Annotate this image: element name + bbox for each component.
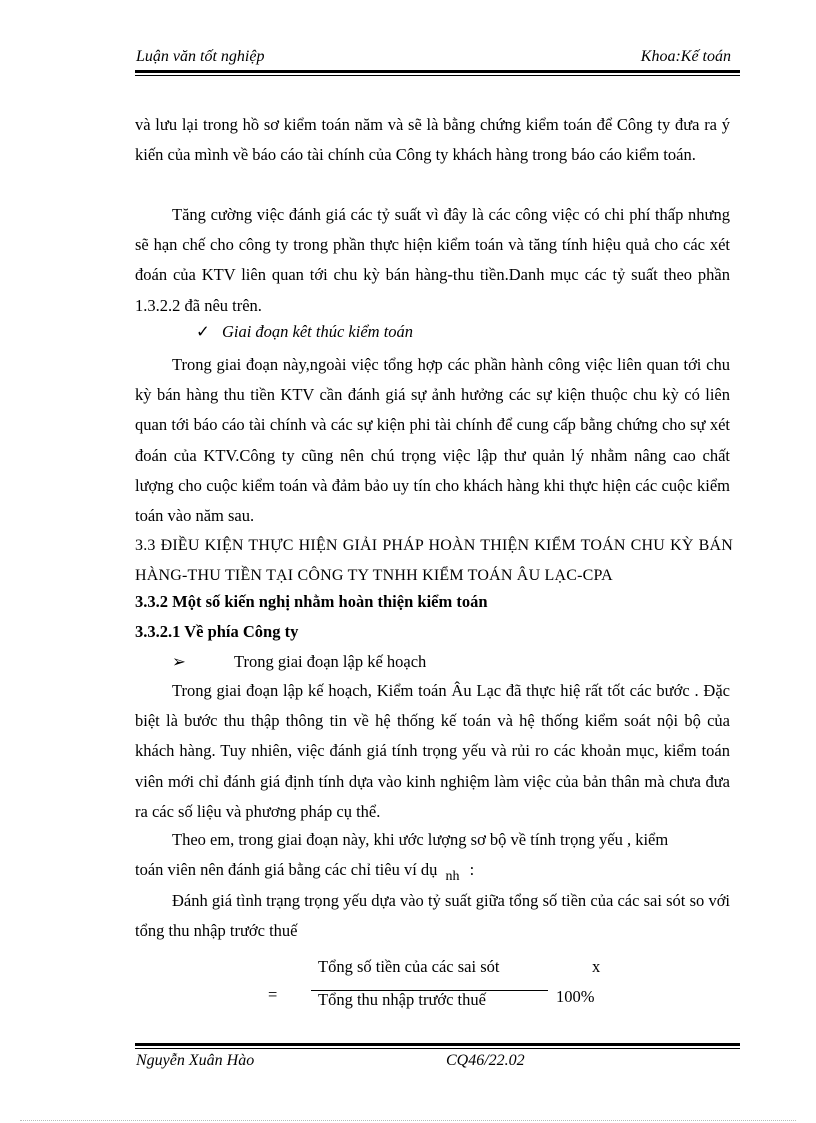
formula-denominator: Tổng thu nhập trước thuế [318, 990, 486, 1009]
header-title: Luận văn tốt nghiệp [136, 48, 265, 65]
paragraph-6: Đánh giá tình trạng trọng yếu dựa vào tỷ suất giữa tổng số tiền của các sai sót so với tổng thu nhập trước thuế [135, 891, 730, 941]
header-rule-thick [135, 70, 740, 73]
arrow-item-label: Trong giai đoạn lập kế hoạch [234, 652, 427, 671]
formula-times: x [592, 957, 601, 976]
sub-heading-1: 3.3.2 Một số kiến nghị nhằm hoàn thiện kiểm toán [135, 592, 488, 611]
paragraph-3: Trong giai đoạn này,ngoài việc tổng hợp các phần hành công việc liên quan tới chu kỳ bán hàng thu tiền KTV cần đánh giá sự ảnh hưởng các sự kiện thuộc chu kỳ có liên quan tới báo cáo tài chính và các sự kiện phi tài chính để cung cấp bằng chứng cho sự xét đoán của KTV.Công ty cũng nên chú trọng việc lập thư quản lý nhằm nâng cao chất lượng cho cuộc kiểm toán và đảm bảo uy tín cho khách hàng khi thực hiện các cuộc kiểm toán vào năm sau. [135, 355, 730, 526]
footer-rule-thick [135, 1043, 740, 1046]
footer-author: Nguyễn Xuân Hào [136, 1052, 255, 1069]
paragraph-5-line-2 [135, 860, 475, 884]
paragraph-5-colon: : [469, 860, 475, 879]
arrow-bullet-icon: ➢ [172, 652, 186, 671]
check-icon: ✓ [196, 322, 210, 341]
paragraph-5-line-1: Theo em, trong giai đoạn này, khi ước lượng sơ bộ về tính trọng yếu , kiểm [172, 830, 669, 849]
footer-class-code: CQ46/22.02 [446, 1052, 525, 1069]
check-item-label: Giai đoạn kêt thúc kiểm toán [221, 322, 414, 341]
paragraph-2: Tăng cường việc đánh giá các tỷ suất vì đây là các công việc có chi phí thấp nhưng sẽ hạn chế cho công ty trong phần thực hiện kiểm toán và tăng tính hiệu quả cho các xét đoán của KTV liên quan tới chu kỳ bán hàng-thu tiền.Danh mục các tỷ suất theo phần 1.3.2.2 đã nêu trên. [135, 205, 730, 315]
formula-numerator: Tổng số tiền của các sai sót [318, 957, 500, 976]
paragraph-5-text: toán viên nên đánh giá bằng các chỉ tiêu ví dụ [135, 860, 438, 879]
header-rule-thin [135, 75, 740, 76]
check-list-item [196, 322, 413, 342]
page-bottom-dotted-border [20, 1120, 796, 1121]
header-department: Khoa:Kế toán [640, 48, 731, 65]
formula-equals: = [268, 985, 278, 1004]
section-heading: 3.3 ĐIỀU KIỆN THỰC HIỆN GIẢI PHÁP HOÀN THIỆN KIỂM TOÁN CHU KỲ BÁN HÀNG-THU TIỀN TẠI CÔNG TY TNHH KIỂM TOÁN ÂU LẠC-CPA [135, 537, 733, 584]
sub-heading-2: 3.3.2.1 Về phía Công ty [135, 622, 299, 641]
paragraph-5-subscript: nh [445, 869, 460, 884]
paragraph-4: Trong giai đoạn lập kế hoạch, Kiểm toán Âu Lạc đã thực hiệ rất tốt các bước . Đặc biệt là bước thu thập thông tin về hệ thống kế toán và hệ thống kiểm soát nội bộ của khách hàng. Tuy nhiên, việc đánh giá tính trọng yếu và rủi ro các khoản mục, kiểm toán viên mới chỉ đánh giá định tính dựa vào kinh nghiệm làm việc của bản thân mà chưa đưa ra các số liệu và phương pháp cụ thể. [135, 681, 730, 821]
formula-percent: 100% [556, 987, 595, 1006]
arrow-list-item [172, 652, 427, 672]
paragraph-1: và lưu lại trong hồ sơ kiểm toán năm và sẽ là bằng chứng kiểm toán để Công ty đưa ra ý kiến của mình về báo cáo tài chính của Công ty khách hàng trong báo cáo kiểm toán. [135, 115, 730, 165]
footer-rule-thin [135, 1048, 740, 1049]
